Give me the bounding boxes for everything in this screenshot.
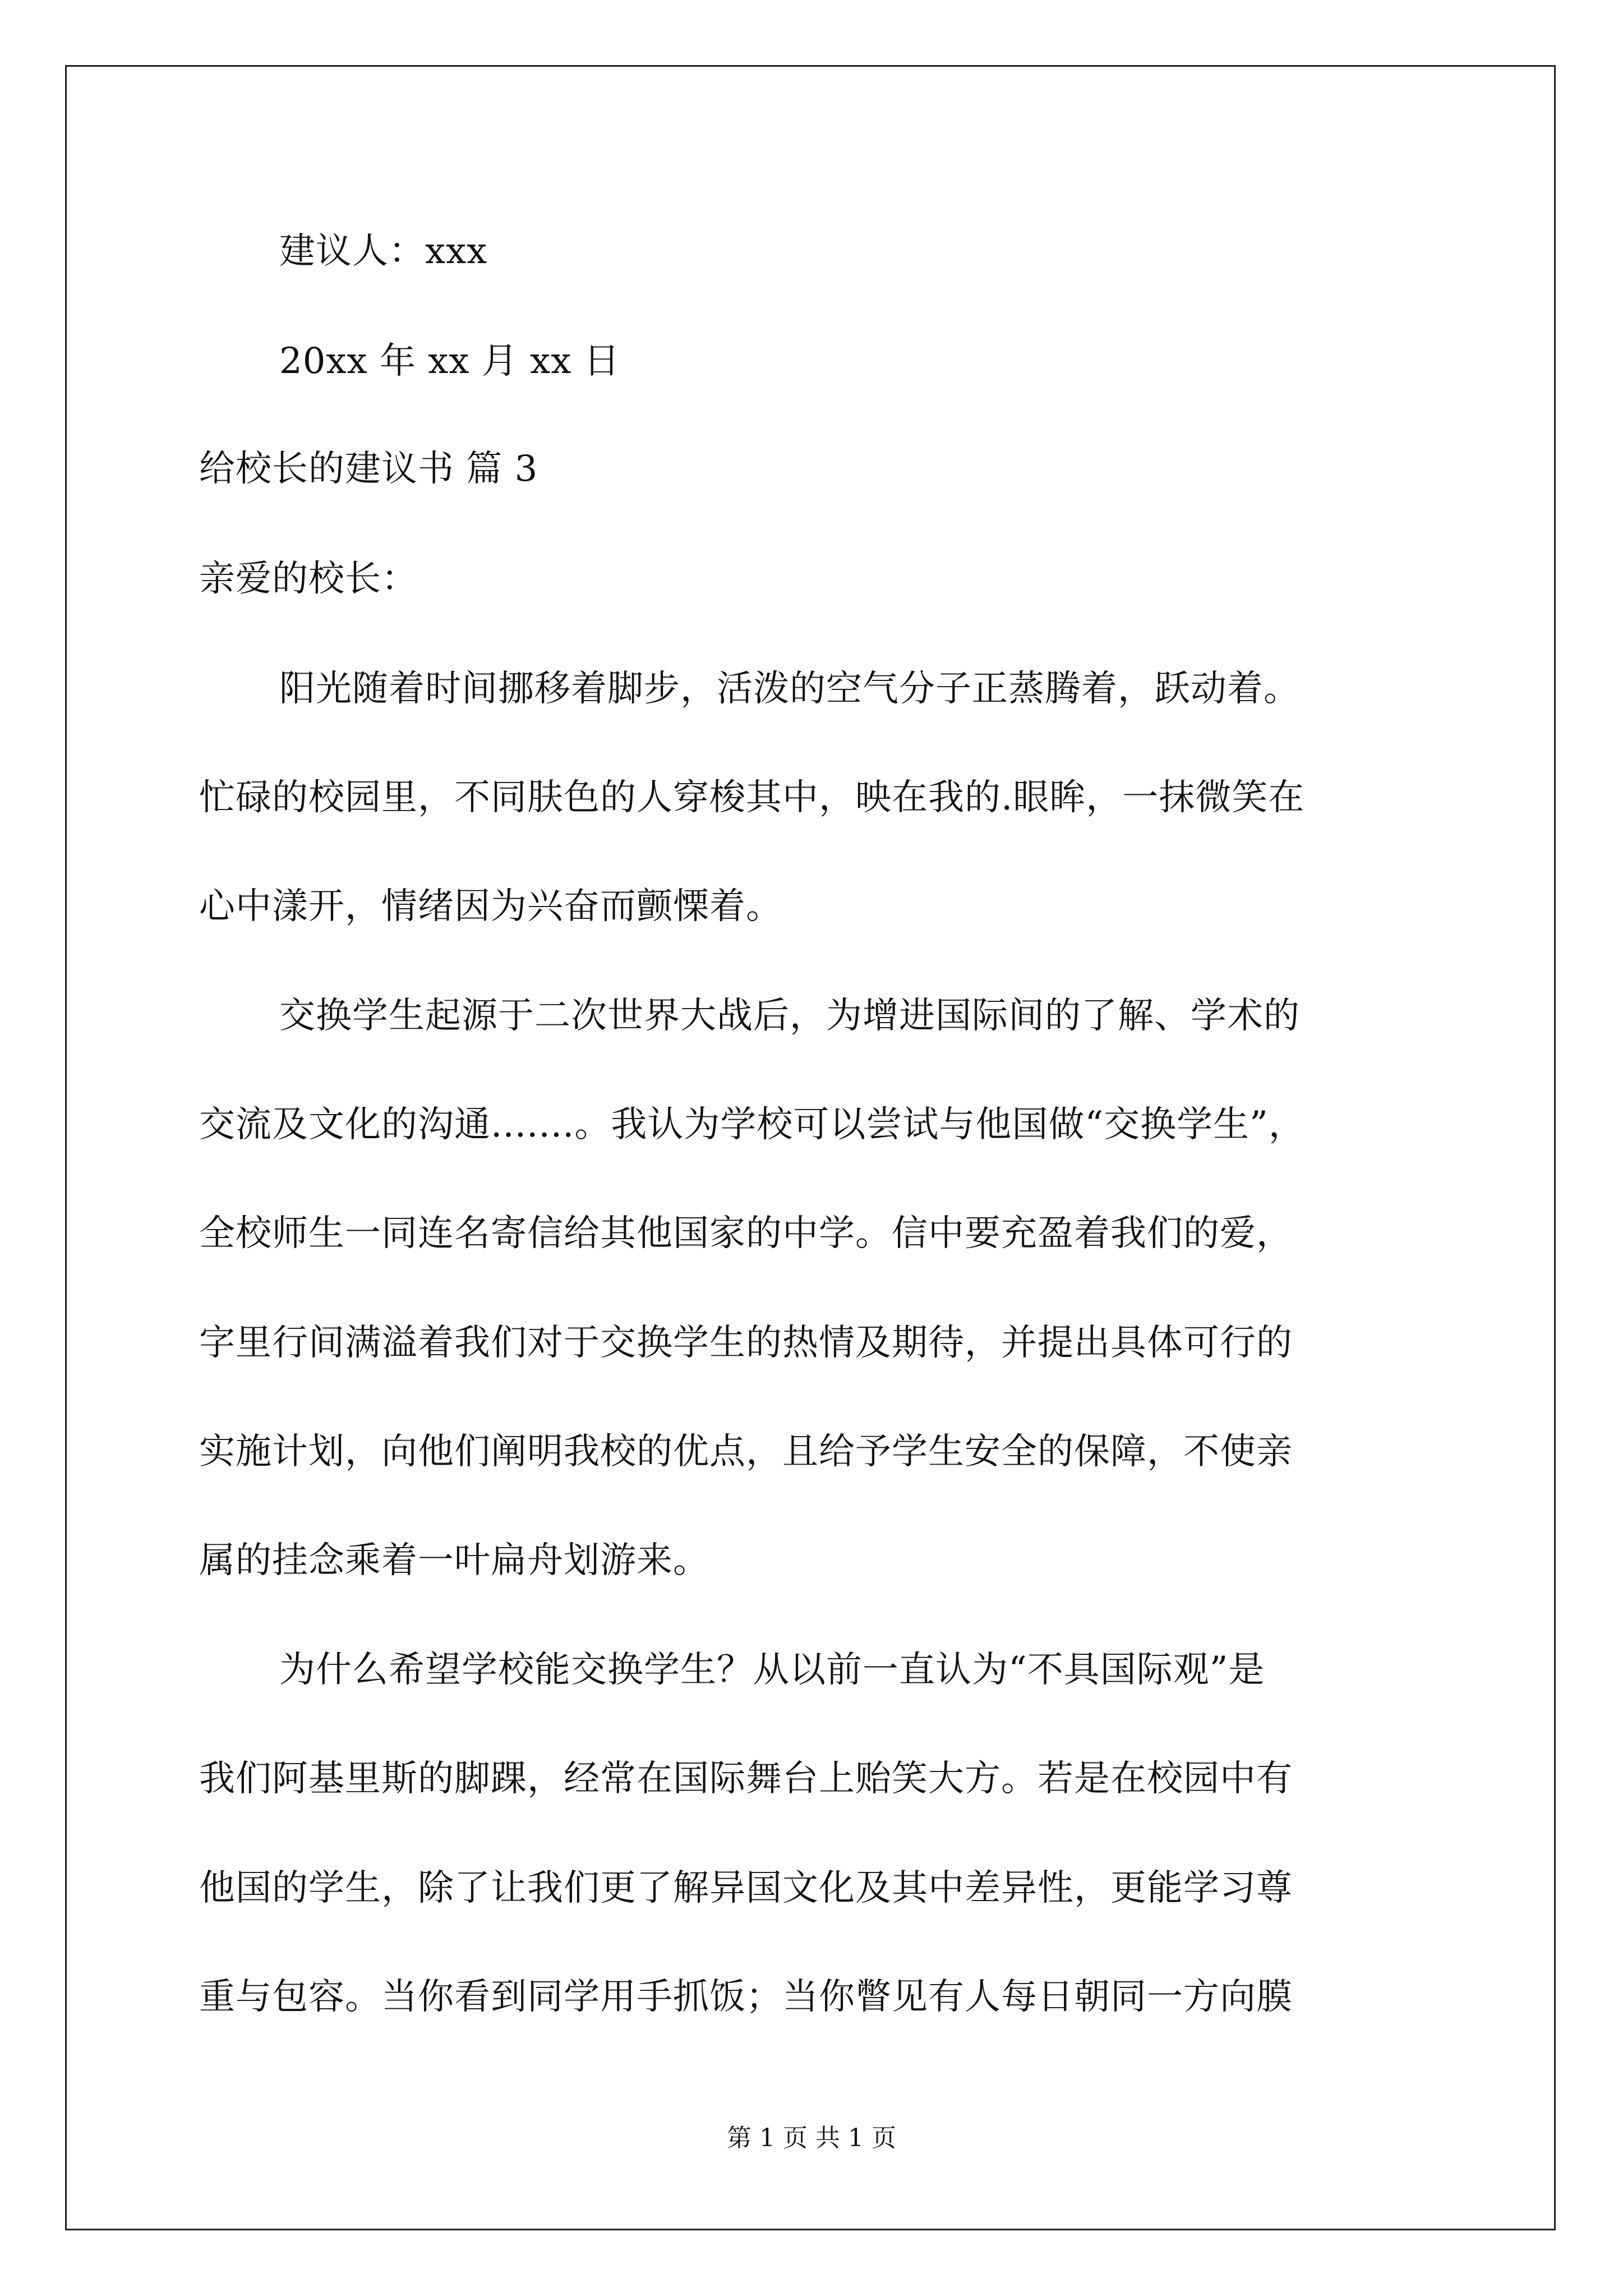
paragraph-line: 他国的学生，除了让我们更了解异国文化及其中差异性，更能学习尊	[199, 1867, 1293, 1909]
paragraph-line: 我们阿基里斯的脚踝，经常在国际舞台上贻笑大方。若是在校园中有	[199, 1758, 1293, 1800]
proposer-line: 建议人：xxx	[279, 231, 488, 272]
salutation: 亲爱的校长：	[199, 558, 418, 600]
paragraph-line: 心中漾开，情绪因为兴奋而颤慄着。	[199, 886, 782, 927]
paragraph-line: 全校师生一同连名寄信给其他国家的中学。信中要充盈着我们的爱，	[199, 1213, 1293, 1254]
paragraph-line: 为什么希望学校能交换学生？从以前一直认为“不具国际观”是	[279, 1649, 1265, 1691]
page-footer: 第 1 页 共 1 页	[727, 2124, 896, 2152]
paragraph-line: 阳光随着时间挪移着脚步，活泼的空气分子正蒸腾着，跃动着。	[279, 668, 1300, 710]
date-line: 20xx 年 xx 月 xx 日	[279, 341, 620, 382]
paragraph-line: 重与包容。当你看到同学用手抓饭；当你瞥见有人每日朝同一方向膜	[199, 1976, 1293, 2018]
paragraph-line: 字里行间满溢着我们对于交换学生的热情及期待，并提出具体可行的	[199, 1322, 1293, 1364]
paragraph-line: 属的挂念乘着一叶扁舟划游来。	[199, 1540, 709, 1581]
paragraph-line: 忙碌的校园里，不同肤色的人穿梭其中，映在我的.眼眸，一抹微笑在	[199, 777, 1305, 818]
paragraph-line: 交换学生起源于二次世界大战后，为增进国际间的了解、学术的	[279, 995, 1300, 1037]
section-title: 给校长的建议书 篇 3	[199, 448, 538, 490]
paragraph-line: 交流及文化的沟通.......。我认为学校可以尝试与他国做“交换学生”，	[199, 1104, 1305, 1145]
paragraph-line: 实施计划，向他们阐明我校的优点，且给予学生安全的保障，不使亲	[199, 1431, 1293, 1473]
